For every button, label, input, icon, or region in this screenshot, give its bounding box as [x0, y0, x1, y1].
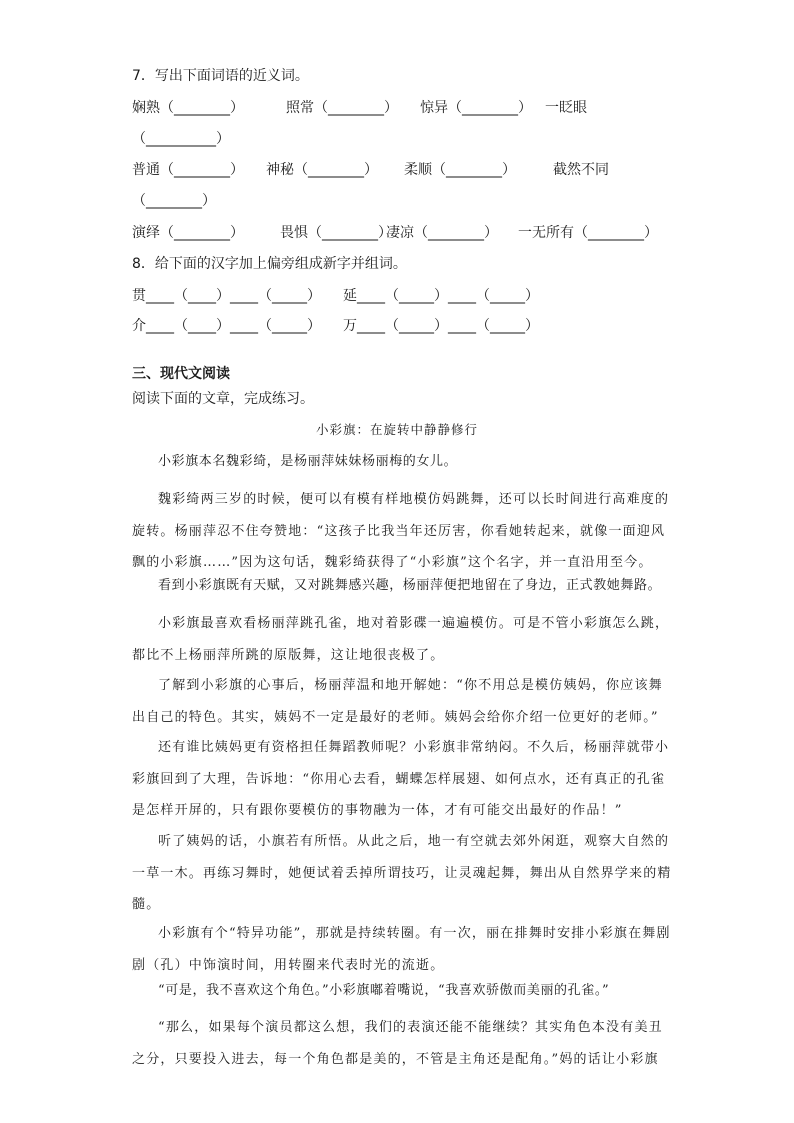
- q8-item-4: 万____（_____）____（_____）: [343, 318, 539, 334]
- q7-item-9: 演绎（________）: [132, 225, 244, 241]
- article-paragraph: “可是，我不喜欢这个角色。”小彩旗嘟着嘴说，“我喜欢骄傲而美丽的孔雀。”: [158, 983, 610, 998]
- q7-item-1: 娴熟（________）: [132, 100, 244, 116]
- q7-item-11: 凄凉（________）: [386, 225, 498, 241]
- question-7-title: 7．写出下面词语的近义词。: [132, 68, 309, 84]
- q7-item-2: 照常（________）: [286, 100, 398, 116]
- q7-item-4-blank: （__________）: [132, 131, 230, 147]
- article-title: 小彩旗：在旋转中静静修行: [315, 422, 478, 437]
- article-paragraph: 魏彩绮两三岁的时候，便可以有模有样地模仿妈跳舞，还可以长时间进行高难度的旋转。杨丽萍忍不住夸赞地：“这孩子比我当年还厉害，你看她转起来，就像一面迎风飘的小彩旗……”因为这句话，魏彩绮获得了“小彩旗”这个名字，并一直沿用至今。: [132, 492, 670, 570]
- q7-item-5: 普通（________）: [132, 162, 244, 178]
- article-paragraph: 看到小彩旗既有天赋，又对跳舞感兴趣，杨丽萍便把地留在了身边，正式教她舞路。: [158, 578, 662, 593]
- article-paragraph: 小彩旗有个“特异功能”，那就是持续转圈。有一次，丽在排舞时安排小彩旗在舞剧剧（孔）中饰演时间，用转圈来代表时光的流逝。: [132, 926, 671, 973]
- q8-item-1: 贯____（____）____（_____）: [132, 288, 321, 304]
- q8-item-2: 延____（_____）____（_____）: [343, 288, 539, 304]
- q7-item-12: 一无所有（________）: [518, 225, 658, 241]
- article-paragraph: 还有谁比姨妈更有资格担任舞蹈教师呢？小彩旗非常纳闷。不久后，杨丽萍就带小彩旗回到了大理，告诉地：“你用心去看，蝴蝶怎样展翅、如何点水，还有真正的孔雀是怎样开屏的，只有跟你要模仿的事物融为一体，才有可能交出最好的作品！”: [132, 740, 670, 818]
- q7-item-4: 一眨眼: [545, 100, 587, 116]
- q7-item-6: 神秘（________）: [266, 162, 378, 178]
- article-paragraph: 听了姨妈的话，小旗若有所悟。从此之后，地一有空就去郊外闲逛，观察大自然的一草一木。再练习舞时，她便试着丢掉所谓技巧，让灵魂起舞，舞出从自然界学来的精髓。: [132, 834, 672, 912]
- section-heading: 三、现代文阅读: [132, 366, 230, 382]
- q7-item-3: 惊异（________）: [420, 100, 532, 116]
- article-paragraph: 小彩旗最喜欢看杨丽萍跳孔雀，地对着影碟一遍遍模仿。可是不管小彩旗怎么跳，都比不上杨丽萍所跳的原版舞，这让地很丧极了。: [132, 616, 670, 663]
- section-instruction: 阅读下面的文章，完成练习。: [132, 391, 314, 407]
- article-paragraph: 了解到小彩旗的心事后，杨丽萍温和地开解她：“你不用总是模仿姨妈，你应该舞出自己的特色。其实，姨妈不一定是最好的老师。姨妈会给你介绍一位更好的老师。”: [132, 678, 663, 725]
- question-8-title: 8．给下面的汉字加上偏旁组成新字并组词。: [132, 256, 407, 272]
- q7-item-8-blank: （________）: [132, 193, 216, 209]
- q7-item-8: 截然不同: [553, 162, 609, 178]
- article-paragraph: “那么，如果每个演员都这么想，我们的表演还能不能继续？其实角色本没有美丑之分，只要投入进去，每一个角色都是美的，不管是主角还是配角。”妈的话让小彩旗: [132, 1020, 663, 1067]
- q7-item-7: 柔顺（________）: [404, 162, 516, 178]
- q7-item-10: 畏惧（________）: [280, 225, 392, 241]
- q8-item-3: 介____（____）____（_____）: [132, 318, 321, 334]
- article-paragraph: 小彩旗本名魏彩绮，是杨丽萍妹妹杨丽梅的女儿。: [158, 454, 458, 469]
